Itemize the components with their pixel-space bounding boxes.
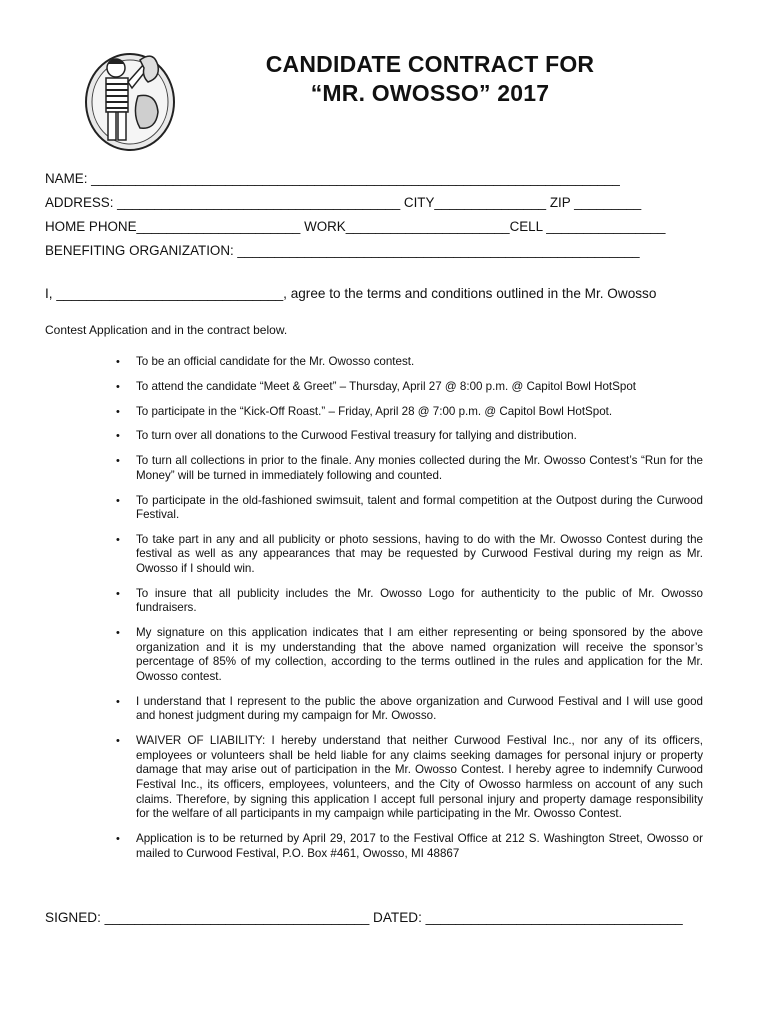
- phone-fields[interactable]: HOME PHONE______________________ WORK______________________CELL ________________: [45, 219, 666, 234]
- bullet-icon: •: [116, 533, 120, 546]
- term-text: To insure that all publicity includes the Mr. Owosso Logo for authenticity to the public of Mr. Owosso fundraisers.: [136, 586, 703, 615]
- bullet-icon: •: [116, 455, 120, 468]
- address-field[interactable]: ADDRESS: ______________________________________ CITY_______________ ZIP _________: [45, 195, 642, 210]
- term-text: To participate in the “Kick-Off Roast.” – Friday, April 28 @ 7:00 p.m. @ Capitol Bowl HotSpot.: [136, 404, 613, 418]
- agreement-statement[interactable]: I, ______________________________, agree to the terms and conditions outlined in the Mr. Owosso: [45, 286, 657, 301]
- terms-list-item: [116, 405, 703, 420]
- terms-list-item: [116, 494, 703, 523]
- bullet-icon: •: [116, 587, 120, 600]
- page-title: [210, 50, 650, 108]
- bullet-icon: •: [116, 832, 120, 845]
- mr-owosso-logo-icon: [82, 42, 178, 154]
- term-text: To participate in the old-fashioned swimsuit, talent and formal competition at the Outpost during the Curwood Festival.: [136, 493, 703, 522]
- terms-list-item: [116, 695, 703, 724]
- terms-list-item: [116, 533, 703, 577]
- bullet-icon: •: [116, 356, 120, 368]
- terms-list: [116, 355, 703, 871]
- term-text: To turn over all donations to the Curwood Festival treasury for tallying and distribution.: [136, 429, 577, 443]
- bullet-icon: •: [116, 695, 120, 708]
- term-text: I understand that I represent to the public the above organization and Curwood Festival and I will use good and honest judgment during my campaign for Mr. Owosso.: [136, 694, 703, 723]
- title-line-2: “MR. OWOSSO” 2017: [310, 80, 550, 106]
- bullet-icon: •: [116, 735, 120, 748]
- benefiting-organization-field[interactable]: BENEFITING ORGANIZATION: ______________________________________________________: [45, 243, 640, 258]
- name-field[interactable]: NAME: _______________________________________________________________________: [45, 171, 620, 186]
- terms-list-item: [116, 626, 703, 684]
- terms-list-item: [116, 355, 703, 370]
- candidate-info-fields: [45, 170, 705, 266]
- terms-list-item: [116, 380, 703, 395]
- terms-list-item: [116, 734, 703, 822]
- terms-list-item: [116, 832, 703, 861]
- bullet-icon: •: [116, 380, 120, 393]
- terms-list-item: [116, 587, 703, 616]
- agreement-continuation: Contest Application and in the contract below.: [45, 323, 288, 337]
- term-text: To turn all collections in prior to the finale. Any monies collected during the Mr. Owosso Contest’s “Run for the Money” will be turned in immediately following and counted.: [136, 454, 703, 482]
- title-line-1: CANDIDATE CONTRACT FOR: [265, 51, 595, 77]
- term-text: To be an official candidate for the Mr. Owosso contest.: [136, 355, 415, 368]
- bullet-icon: •: [116, 405, 120, 418]
- term-text: To attend the candidate “Meet & Greet” – Thursday, April 27 @ 8:00 p.m. @ Capitol Bowl HotSpot: [136, 379, 636, 393]
- bullet-icon: •: [116, 494, 120, 507]
- terms-list-item: [116, 429, 703, 444]
- term-text: WAIVER OF LIABILITY: I hereby understand that neither Curwood Festival Inc., nor any of its officers, employees or volunteers shall be held liable for any claims seeking damages for personal injury or property damage that may arise out of participation in the Mr. Owosso Contest. I hereby agree to indemnify Curwood Festival Inc., its officers, employees, volunteers, and the City of Owosso harmless on account of any such claims. Therefore, by signing this application I accept full personal injury and property damage responsibility for the welfare of all participants in my campaign while participating in the Mr. Owosso Contest.: [136, 734, 703, 821]
- bullet-icon: •: [116, 430, 120, 443]
- signature-date-line[interactable]: SIGNED: ___________________________________ DATED: __________________________________: [45, 910, 683, 925]
- term-text: To take part in any and all publicity or photo sessions, having to do with the Mr. Owosso Contest during the festival as well as any appearances that may be requested by Curwood Festival during my reign as Mr. Owosso if I should win.: [136, 532, 703, 576]
- terms-list-item: [116, 454, 703, 483]
- bullet-icon: •: [116, 627, 120, 640]
- term-text: My signature on this application indicates that I am either representing or being sponsored by the above organization and it is my understanding that the above named organization will receive the sponsor’s percentage of 85% of my collection, according to the terms outlined in the rules and application for the Mr. Owosso contest.: [136, 626, 703, 683]
- term-text: Application is to be returned by April 29, 2017 to the Festival Office at 212 S. Washington Street, Owosso or mailed to Curwood Festival, P.O. Box #461, Owosso, MI 48867: [136, 831, 703, 860]
